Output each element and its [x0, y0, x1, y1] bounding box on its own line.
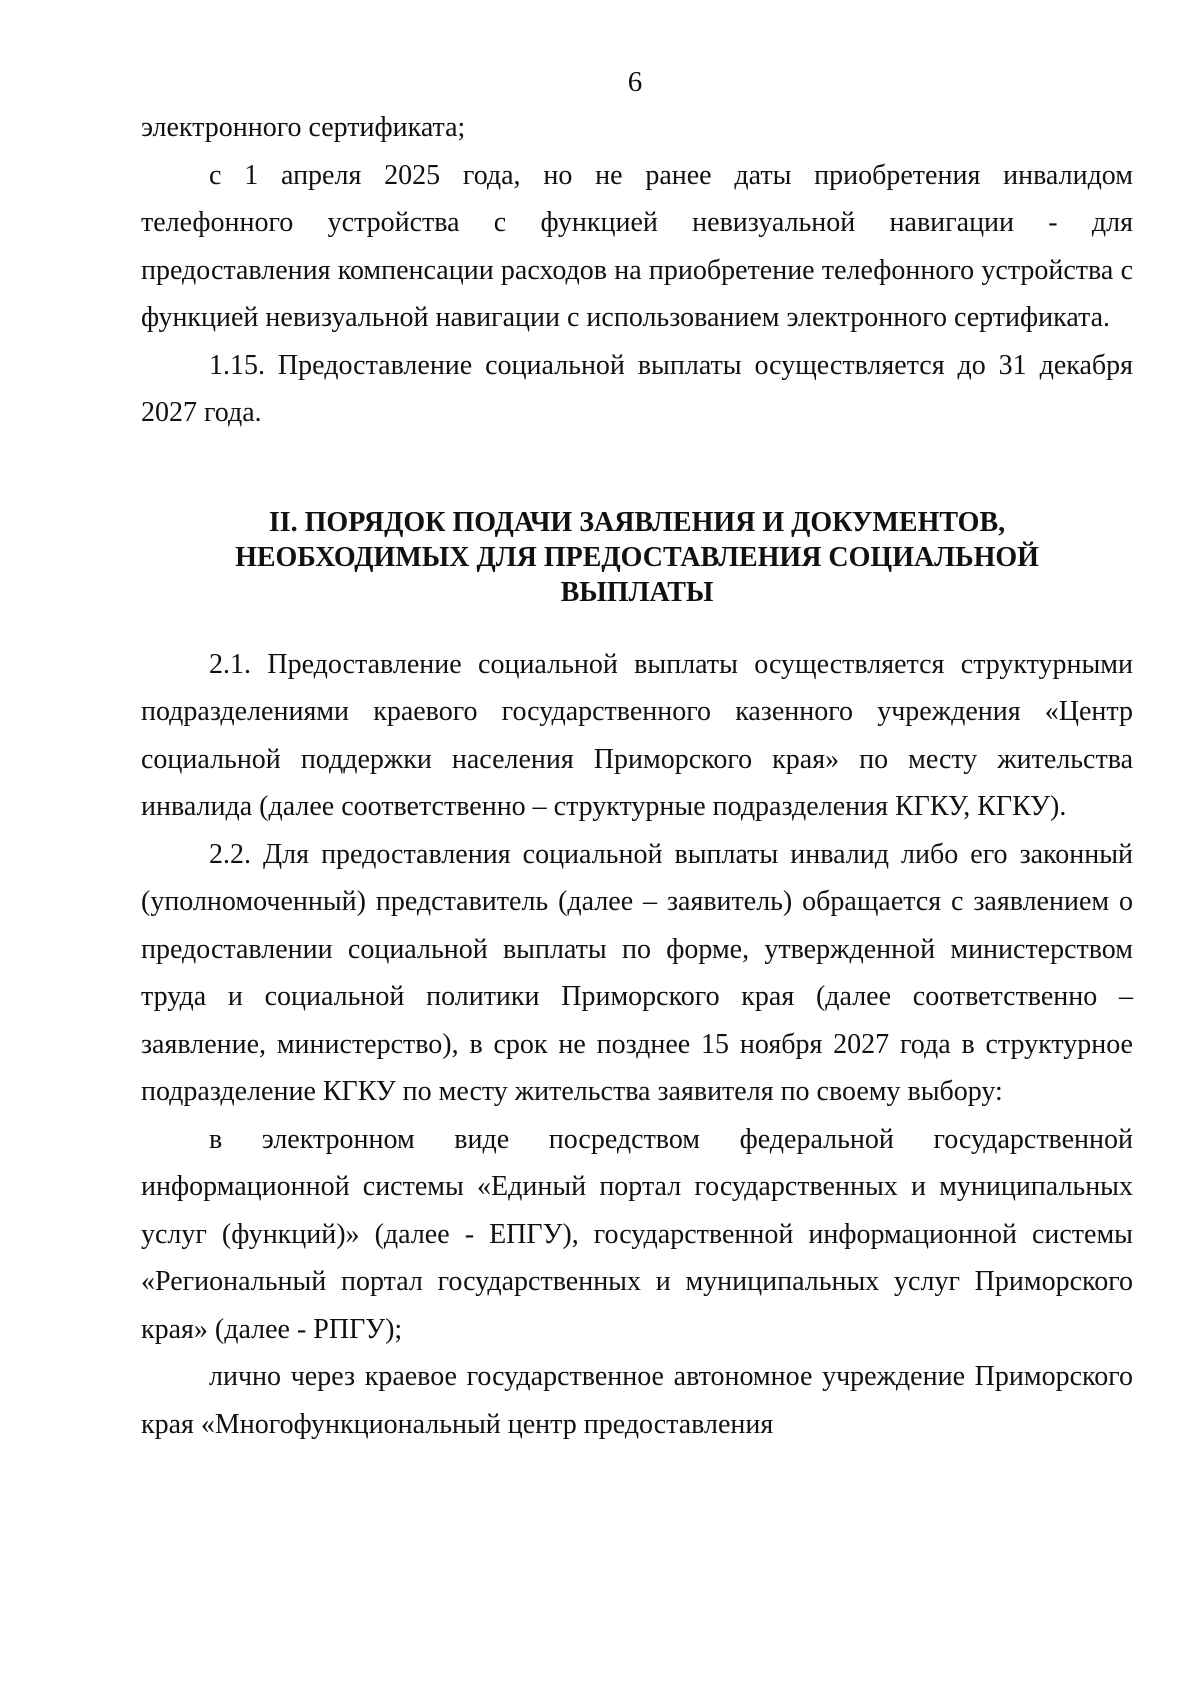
section-heading-line-1: II. ПОРЯДОК ПОДАЧИ ЗАЯВЛЕНИЯ И ДОКУМЕНТОВ, [268, 506, 1006, 538]
section-heading-line-2: НЕОБХОДИМЫХ ДЛЯ ПРЕДОСТАВЛЕНИЯ СОЦИАЛЬНОЙ [235, 541, 1039, 573]
paragraph-in-person: лично через краевое государственное автономное учреждение Приморского края «Многофункциональный центр предоставления [141, 1361, 1133, 1440]
paragraph-continuation: электронного сертификата; [141, 112, 466, 143]
paragraph-electronic-form: в электронном виде посредством федеральной государственной информационной системы «Единый портал государственных и муниципальных услуг (функций)» (далее - ЕПГУ), государственной информационной системы «Региональный портал государственных и муниципальных услуг Приморского края» (далее - РПГУ); [141, 1123, 1133, 1345]
document-body [141, 104, 1133, 1448]
section-heading-line-3: ВЫПЛАТЫ [560, 576, 714, 608]
page-number: 6 [627, 66, 643, 98]
section-heading [141, 505, 1133, 610]
paragraph-2-2: 2.2. Для предоставления социальной выплаты инвалид либо его законный (уполномоченный) представитель (далее – заявитель) обращается с заявлением о предоставлении социальной выплаты по форме, утвержденной министерством труда и социальной политики Приморского края (далее соответственно – заявление, министерство), в срок не позднее 15 ноября 2027 года в структурное подразделение КГКУ по месту жительства заявителя по своему выбору: [141, 838, 1133, 1107]
paragraph-april-2025: с 1 апреля 2025 года, но не ранее даты приобретения инвалидом телефонного устройства с функцией невизуальной навигации - для предоставления компенсации расходов на приобретение телефонного устройства с функцией невизуальной навигации с использованием электронного сертификата. [141, 159, 1133, 333]
paragraph-2-1: 2.1. Предоставление социальной выплаты осуществляется структурными подразделениями краевого государственного казенного учреждения «Центр социальной поддержки населения Приморского края» по месту жительства инвалида (далее соответственно – структурные подразделения КГКУ, КГКУ). [141, 648, 1133, 822]
paragraph-1-15: 1.15. Предоставление социальной выплаты осуществляется до 31 декабря 2027 года. [141, 349, 1133, 428]
